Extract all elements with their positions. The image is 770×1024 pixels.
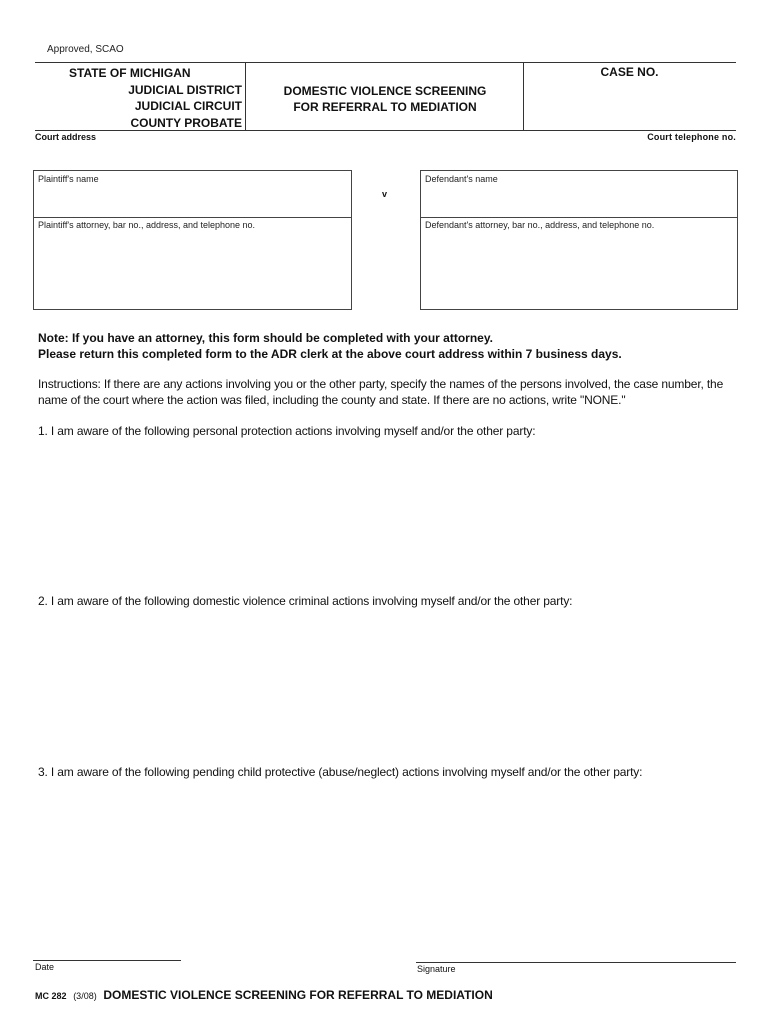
header-top-rule bbox=[35, 62, 736, 63]
note-line1: Note: If you have an attorney, this form should be completed with your attorney. bbox=[38, 331, 493, 345]
versus-label: v bbox=[382, 189, 388, 199]
court-county-probate: COUNTY PROBATE bbox=[130, 115, 242, 130]
item-domestic-violence-criminal: 2. I am aware of the following domestic violence criminal actions involving myself and/or the other party: bbox=[38, 594, 573, 608]
form-title-line1: DOMESTIC VIOLENCE SCREENING bbox=[283, 84, 487, 98]
date-label: Date bbox=[35, 962, 55, 972]
form-footer bbox=[35, 988, 493, 1002]
defendant-name-label: Defendant's name bbox=[425, 174, 498, 184]
form-version: (3/08) bbox=[73, 991, 97, 1001]
footer-title: DOMESTIC VIOLENCE SCREENING FOR REFERRAL TO MEDIATION bbox=[103, 988, 493, 1002]
court-state: STATE OF MICHIGAN bbox=[69, 66, 191, 80]
court-telephone-label: Court telephone no. bbox=[647, 132, 736, 142]
defendant-attorney-label: Defendant's attorney, bar no., address, and telephone no. bbox=[425, 220, 655, 230]
case-number-field[interactable]: CASE NO. bbox=[600, 65, 659, 79]
plaintiff-attorney-field[interactable] bbox=[33, 217, 352, 310]
header-divider-left bbox=[245, 62, 246, 130]
approval-text: Approved, SCAO bbox=[47, 44, 124, 55]
plaintiff-name-field[interactable] bbox=[33, 170, 352, 218]
form-code: MC 282 bbox=[35, 991, 67, 1001]
court-judicial-circuit: JUDICIAL CIRCUIT bbox=[134, 99, 242, 113]
plaintiff-attorney-label: Plaintiff's attorney, bar no., address, and telephone no. bbox=[38, 220, 256, 230]
date-line[interactable] bbox=[33, 960, 181, 961]
court-judicial-district: JUDICIAL DISTRICT bbox=[128, 82, 242, 97]
signature-line[interactable] bbox=[416, 962, 736, 963]
court-designation bbox=[40, 65, 242, 131]
signature-label: Signature bbox=[417, 964, 456, 974]
court-address-label: Court address bbox=[35, 132, 97, 142]
item-personal-protection: 1. I am aware of the following personal protection actions involving myself and/or the other party: bbox=[38, 424, 536, 438]
plaintiff-name-label: Plaintiff's name bbox=[38, 174, 99, 184]
note-text bbox=[38, 330, 738, 362]
defendant-attorney-field[interactable] bbox=[420, 217, 738, 310]
form-title bbox=[252, 83, 518, 115]
item-child-protective: 3. I am aware of the following pending child protective (abuse/neglect) actions involving myself and/or the other party: bbox=[38, 765, 643, 779]
note-line2: Please return this completed form to the ADR clerk at the above court address within 7 business days. bbox=[38, 347, 622, 361]
instructions-text: Instructions: If there are any actions involving you or the other party, specify the names of the persons involved, the case number, the name of the court where the action was filed, including the county and state. If there are no actions, write "NONE." bbox=[38, 377, 724, 407]
form-title-line2: FOR REFERRAL TO MEDIATION bbox=[293, 100, 477, 114]
defendant-name-field[interactable] bbox=[420, 170, 738, 218]
